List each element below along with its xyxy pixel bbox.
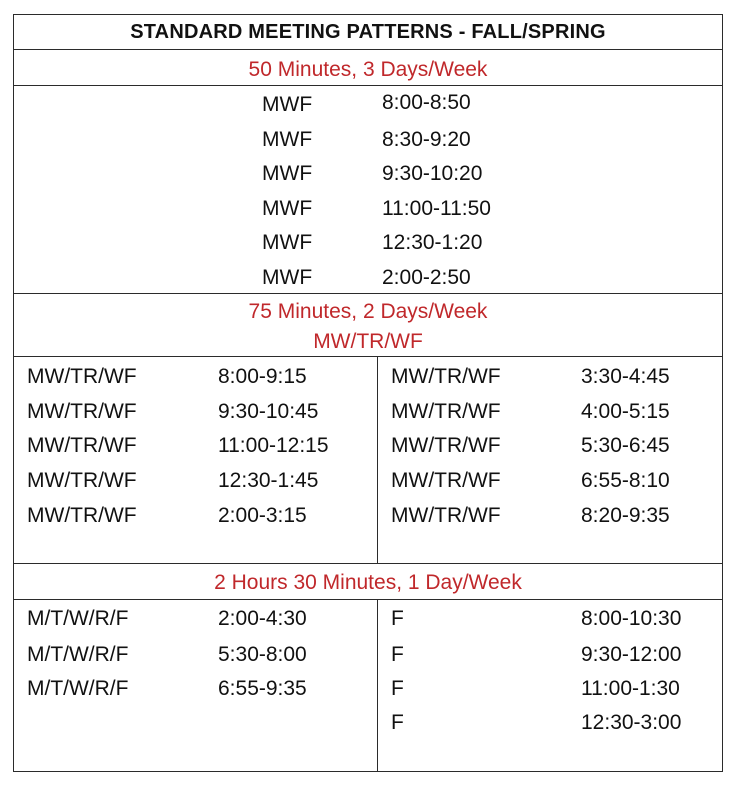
section2-left-days-2: MW/TR/WF xyxy=(27,434,137,457)
section2-left-days-0: MW/TR/WF xyxy=(27,365,137,388)
section1-days-2: MWF xyxy=(262,162,313,185)
divider xyxy=(14,85,722,86)
section1-time-0: 8:00-8:50 xyxy=(382,91,471,114)
section-heading-75min: 75 Minutes, 2 Days/Week xyxy=(248,300,488,323)
section1-days-1: MWF xyxy=(262,128,313,151)
section2-right-days-0: MW/TR/WF xyxy=(391,365,501,388)
section1-time-5: 2:00-2:50 xyxy=(382,266,471,289)
section3-right-days-2: F xyxy=(391,677,404,700)
section3-right-days-3: F xyxy=(391,711,404,734)
section3-right-time-3: 12:30-3:00 xyxy=(581,711,682,734)
section2-right-time-3: 6:55-8:10 xyxy=(581,469,670,492)
section1-days-4: MWF xyxy=(262,231,313,254)
section1-time-4: 12:30-1:20 xyxy=(382,231,483,254)
section2-right-days-1: MW/TR/WF xyxy=(391,400,501,423)
section3-left-time-2: 6:55-9:35 xyxy=(218,677,307,700)
divider xyxy=(14,356,722,357)
section3-right-time-0: 8:00-10:30 xyxy=(581,607,682,630)
divider xyxy=(14,49,722,50)
section2-right-time-2: 5:30-6:45 xyxy=(581,434,670,457)
section3-right-time-2: 11:00-1:30 xyxy=(581,677,680,700)
table-title: STANDARD MEETING PATTERNS - FALL/SPRING xyxy=(130,21,606,43)
section1-time-3: 11:00-11:50 xyxy=(382,197,491,220)
section2-left-time-3: 12:30-1:45 xyxy=(218,469,319,492)
section3-left-days-2: M/T/W/R/F xyxy=(27,677,129,700)
section2-right-days-3: MW/TR/WF xyxy=(391,469,501,492)
section1-time-1: 8:30-9:20 xyxy=(382,128,471,151)
section2-left-time-4: 2:00-3:15 xyxy=(218,504,307,527)
column-divider xyxy=(377,599,378,772)
section1-days-3: MWF xyxy=(262,197,313,220)
section1-days-0: MWF xyxy=(262,93,313,116)
section2-right-days-4: MW/TR/WF xyxy=(391,504,501,527)
section2-left-time-2: 11:00-12:15 xyxy=(218,434,329,457)
section2-left-days-1: MW/TR/WF xyxy=(27,400,137,423)
section-subheading-75min: MW/TR/WF xyxy=(313,330,423,353)
divider xyxy=(14,563,722,564)
column-divider xyxy=(377,356,378,563)
section3-right-time-1: 9:30-12:00 xyxy=(581,643,682,666)
meeting-patterns-table xyxy=(13,14,723,772)
divider xyxy=(14,293,722,294)
section3-left-days-1: M/T/W/R/F xyxy=(27,643,129,666)
section2-right-time-0: 3:30-4:45 xyxy=(581,365,670,388)
section2-left-days-4: MW/TR/WF xyxy=(27,504,137,527)
section1-time-2: 9:30-10:20 xyxy=(382,162,483,185)
section2-left-time-1: 9:30-10:45 xyxy=(218,400,319,423)
divider xyxy=(14,599,722,600)
section2-left-days-3: MW/TR/WF xyxy=(27,469,137,492)
section2-right-time-4: 8:20-9:35 xyxy=(581,504,670,527)
section2-right-days-2: MW/TR/WF xyxy=(391,434,501,457)
section3-left-days-0: M/T/W/R/F xyxy=(27,607,129,630)
section3-right-days-0: F xyxy=(391,607,404,630)
section2-left-time-0: 8:00-9:15 xyxy=(218,365,307,388)
section-heading-150min: 2 Hours 30 Minutes, 1 Day/Week xyxy=(214,571,522,594)
section3-right-days-1: F xyxy=(391,643,404,666)
section-heading-50min: 50 Minutes, 3 Days/Week xyxy=(248,58,488,81)
section3-left-time-0: 2:00-4:30 xyxy=(218,607,307,630)
section2-right-time-1: 4:00-5:15 xyxy=(581,400,670,423)
section1-days-5: MWF xyxy=(262,266,313,289)
section3-left-time-1: 5:30-8:00 xyxy=(218,643,307,666)
